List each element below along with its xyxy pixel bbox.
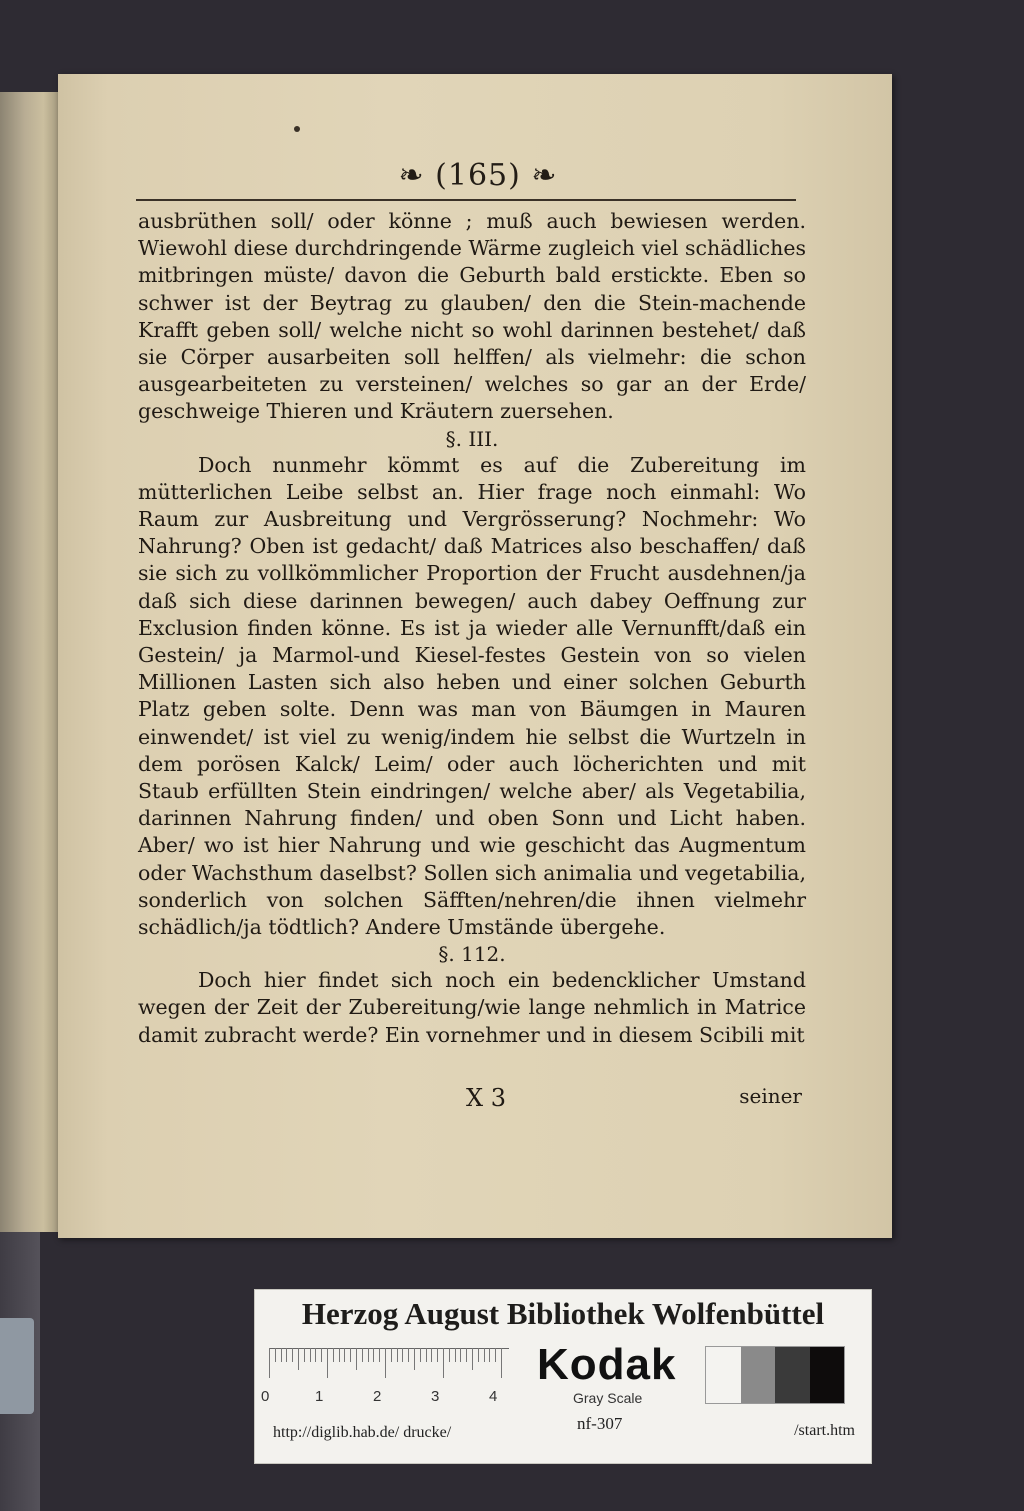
ruler-tick [321,1348,322,1362]
paragraph-3: Doch hier findet sich noch ein bedencklicher Umstand wegen der Zeit der Zubereitung/wie lange nehmlich in Matrice damit zubracht werde? Ein vornehmer und in diesem Scibili mit [138,968,806,1047]
ruler-numbers [261,1388,511,1408]
ruler-line [269,1348,509,1349]
ruler-tick [339,1348,340,1362]
header-rule [136,199,796,201]
ruler-tick [379,1348,380,1362]
url-left: http://diglib.hab.de/ drucke/ [273,1424,452,1441]
ruler-tick [327,1348,328,1378]
ruler-tick [333,1348,334,1362]
swatch-dark [775,1347,810,1403]
grayscale-swatches [705,1346,845,1404]
ruler-tick [495,1348,496,1362]
ruler-tick [431,1348,432,1362]
ruler-tick [275,1348,276,1362]
ruler-tick [455,1348,456,1362]
ruler-tick [466,1348,467,1362]
page-header: ❧ (165) ❧ [398,158,558,193]
ruler-tick [315,1348,316,1362]
previous-page-edge [0,92,62,1232]
ruler-tick [420,1348,421,1362]
ruler-number-3: 3 [431,1388,440,1405]
signature-mark: X 3 [466,1084,506,1112]
ruler-tick [373,1348,374,1362]
ruler-tick [310,1348,311,1362]
kodak-logo: Kodak [537,1340,677,1389]
ruler-number-2: 2 [373,1388,382,1405]
swatch-black [810,1347,845,1403]
ruler-tick [426,1348,427,1362]
paragraph-2: Doch nunmehr kömmt es auf die Zubereitung im mütterlichen Leibe selbst an. Hier frage noch einmahl: Wo Raum zur Ausbreitung und Vergrösserung? Nochmehr: Wo Nahrung? Oben ist gedacht/ daß Matrices also beschaffen/ daß sie sich zu vollkömmlicher Proportion der Frucht ausdehnen/ja daß sich diese darinnen bewegen/ auch dabey Oeffnung zur Exclusion finden könne. Es ist ja wieder alle Vernunfft/daß ein Gestein/ ja Marmol-und Kiesel-festes Gestein von so vielen Millionen Lasten sich also heben und einer solchen Geburth Platz geben solte. Denn was man von Bäumgen in Mauren einwendet/ ist viel zu wenig/indem hie selbst die Wurtzeln in dem porösen Kalck/ Leim/ oder auch löcherichten und mit Staub erfüllten Stein eindringen/ welche aber/ als Vegetabilia, darinnen Nahrung finden/ und oben Sonn und Licht haben. Aber/ wo ist hier Nahrung und wie geschicht das Augmentum oder Wachsthum daselbst? Sollen sich animalia und vegetabilia, sonderlich von solchen Säfften/nehren/die ihnen vielmehr schädlich/ja tödtlich? Andere Umstände übergehe. [138,452,806,940]
ruler-tick [350,1348,351,1362]
ruler-tick [414,1348,415,1370]
swatch-white [706,1347,741,1403]
swatch-gray [741,1347,776,1403]
ruler-tick [501,1348,502,1378]
ruler-tick [443,1348,444,1378]
calibration-card [254,1289,872,1464]
ruler-tick [298,1348,299,1370]
ruler-tick [344,1348,345,1362]
ruler-tick [402,1348,403,1362]
catchword: seiner [739,1084,802,1108]
paragraph-1: ausbrüthen soll/ oder könne ; muß auch bewiesen werden. Wiewohl diese durchdringende Wärme zugleich viel schädliches mitbringen müste/ davon die Geburth bald erstickte. Eben so schwer ist der Beytrag zu glauben/ den die Stein-machende Krafft geben soll/ welche nicht so wohl darinnen bestehet/ daß sie Cörper ausarbeiten soll helffen/ als vielmehr: die schon ausgearbeiteten zu versteinen/ welches so gar an der Erde/ geschweige Thieren und Kräutern zuersehen. [138,209,806,424]
ink-spot [294,126,300,132]
ruler-tick [408,1348,409,1362]
grayscale-label: Gray Scale [573,1390,643,1406]
ruler-tick [292,1348,293,1362]
ruler-number-1: 1 [315,1388,324,1405]
ruler-tick [397,1348,398,1362]
ruler-tick [484,1348,485,1362]
section-heading-111: §. III. [445,426,499,451]
ruler-tick [281,1348,282,1362]
card-id: nf-307 [577,1414,623,1433]
ruler-tick [449,1348,450,1362]
book-page [58,74,892,1238]
url-right: /start.htm [794,1422,855,1439]
library-title: Herzog August Bibliothek Wolfenbüttel [301,1296,825,1331]
ruler-tick [437,1348,438,1362]
ruler-number-0: 0 [261,1388,270,1405]
ruler-tick [304,1348,305,1362]
ruler-tick [391,1348,392,1362]
ruler-tick [286,1348,287,1362]
ruler-tick [368,1348,369,1362]
bookmark-tab [0,1318,34,1414]
ruler-tick [460,1348,461,1362]
page-footer [138,1084,806,1114]
ruler-tick [489,1348,490,1362]
ruler-tick [269,1348,270,1378]
ruler-tick [356,1348,357,1370]
ruler-tick [478,1348,479,1362]
ruler-tick [385,1348,386,1378]
ruler-tick [472,1348,473,1370]
ruler-tick [362,1348,363,1362]
scale-ruler [269,1348,509,1382]
ruler-number-4: 4 [489,1388,498,1405]
section-heading-112: §. 112. [438,942,506,967]
body-text [138,208,806,1049]
